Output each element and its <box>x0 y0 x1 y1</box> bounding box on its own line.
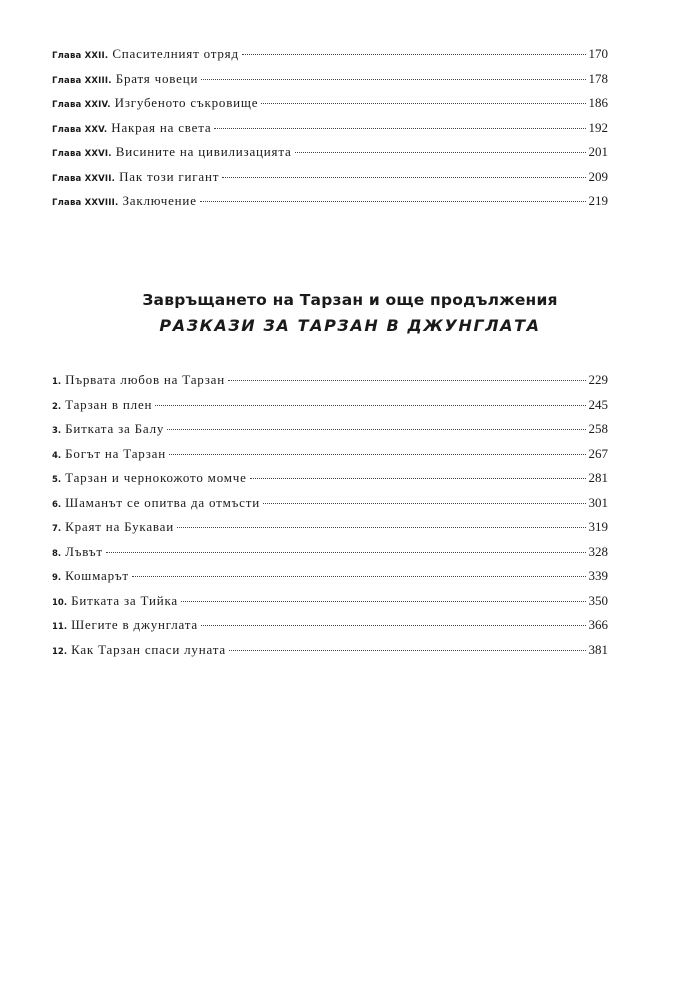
dot-leader <box>229 650 586 651</box>
chapter-title: Изгубеното съкровище <box>114 95 259 110</box>
story-title: Шаманът се опитва да отмъсти <box>65 494 260 510</box>
toc-entry <box>52 446 608 471</box>
dot-leader <box>177 527 585 528</box>
toc-chapters-list <box>52 46 608 218</box>
story-number: 1. <box>52 377 62 387</box>
toc-entry <box>52 568 608 593</box>
page-number: 201 <box>588 144 608 159</box>
page-number: 267 <box>588 445 608 461</box>
chapter-label: Глава XXVII. <box>52 173 116 184</box>
dot-leader <box>222 177 585 178</box>
dot-leader <box>200 201 586 202</box>
dot-leader <box>295 152 586 153</box>
story-title: Богът на Тарзан <box>65 445 166 461</box>
toc-entry <box>52 544 608 569</box>
chapter-title: Пак този гигант <box>119 168 220 184</box>
toc-entry <box>52 144 608 169</box>
toc-stories-list <box>52 372 608 666</box>
page-number: 319 <box>588 519 608 534</box>
story-number: 9. <box>52 573 62 583</box>
chapter-label: Глава XXV. <box>52 124 108 135</box>
dot-leader <box>169 454 586 455</box>
page-number: 219 <box>588 193 608 208</box>
chapter-label: Глава XXVIII. <box>52 198 119 208</box>
page-number: 178 <box>588 70 608 86</box>
dot-leader <box>167 429 585 430</box>
dot-leader <box>263 503 586 504</box>
story-number: 8. <box>52 548 62 559</box>
page-number: 245 <box>588 396 608 412</box>
chapter-title: Заключение <box>122 193 197 208</box>
dot-leader <box>155 405 585 406</box>
dot-leader <box>201 79 585 80</box>
page-number: 258 <box>588 421 608 436</box>
story-title: Лъвът <box>65 543 103 559</box>
page-number: 301 <box>588 494 608 510</box>
toc-entry <box>52 95 608 120</box>
page-number: 328 <box>588 543 608 559</box>
story-title: Битката за Балу <box>65 421 165 436</box>
chapter-label: Глава XXVI. <box>52 149 112 159</box>
page-number: 170 <box>588 46 608 61</box>
page-number: 186 <box>588 95 608 110</box>
page-number: 339 <box>588 568 608 583</box>
toc-entry <box>52 593 608 618</box>
toc-entry <box>52 169 608 194</box>
page-number: 209 <box>588 168 608 184</box>
chapter-title: Накрая на света <box>111 119 212 135</box>
chapter-label: Глава XXII. <box>52 51 109 61</box>
chapter-title: Спасителният отряд <box>112 46 239 61</box>
page-number: 350 <box>588 592 608 608</box>
story-number: 12. <box>52 646 68 657</box>
dot-leader <box>106 552 586 553</box>
dot-leader <box>132 576 586 577</box>
page-number: 229 <box>588 372 608 387</box>
dot-leader <box>250 478 586 479</box>
toc-entry <box>52 46 608 71</box>
story-number: 5. <box>52 475 62 485</box>
story-title: Тарзан и чернокожото момче <box>65 470 247 485</box>
dot-leader <box>214 128 585 129</box>
toc-entry <box>52 421 608 446</box>
story-title: Кошмарът <box>65 568 129 583</box>
story-title: Битката за Тийка <box>71 592 178 608</box>
toc-entry <box>52 642 608 667</box>
story-number: 7. <box>52 524 62 534</box>
dot-leader <box>228 380 585 381</box>
chapter-title: Братя човеци <box>115 70 199 86</box>
story-number: 2. <box>52 401 62 412</box>
chapter-label: Глава XXIV. <box>52 100 111 110</box>
story-number: 11. <box>52 622 68 632</box>
story-title: Как Тарзан спаси луната <box>71 641 226 657</box>
toc-entry <box>52 470 608 495</box>
section-heading: Завръщането на Тарзан и още продължения <box>142 291 558 309</box>
story-number: 4. <box>52 450 62 461</box>
dot-leader <box>201 625 586 626</box>
toc-entry <box>52 120 608 145</box>
dot-leader <box>242 54 586 55</box>
toc-entry <box>52 519 608 544</box>
toc-entry <box>52 372 608 397</box>
chapter-title: Висините на цивилизацията <box>115 144 292 159</box>
story-title: Тарзан в плен <box>65 396 153 412</box>
toc-entry <box>52 617 608 642</box>
story-title: Първата любов на Тарзан <box>65 372 226 387</box>
toc-entry <box>52 193 608 218</box>
toc-entry <box>52 71 608 96</box>
page-number: 281 <box>588 470 608 485</box>
dot-leader <box>181 601 586 602</box>
page-number: 366 <box>588 617 608 632</box>
toc-entry <box>52 495 608 520</box>
story-title: Шегите в джунглата <box>71 617 198 632</box>
story-number: 3. <box>52 426 62 436</box>
section-subheading: РАЗКАЗИ ЗА ТАРЗАН В ДЖУНГЛАТА <box>159 316 541 335</box>
chapter-label: Глава XXIII. <box>52 75 112 86</box>
story-title: Краят на Букаваи <box>65 519 175 534</box>
toc-entry <box>52 397 608 422</box>
story-number: 6. <box>52 499 62 510</box>
story-number: 10. <box>52 597 68 608</box>
dot-leader <box>261 103 585 104</box>
page-number: 381 <box>588 641 608 657</box>
page-number: 192 <box>588 119 608 135</box>
